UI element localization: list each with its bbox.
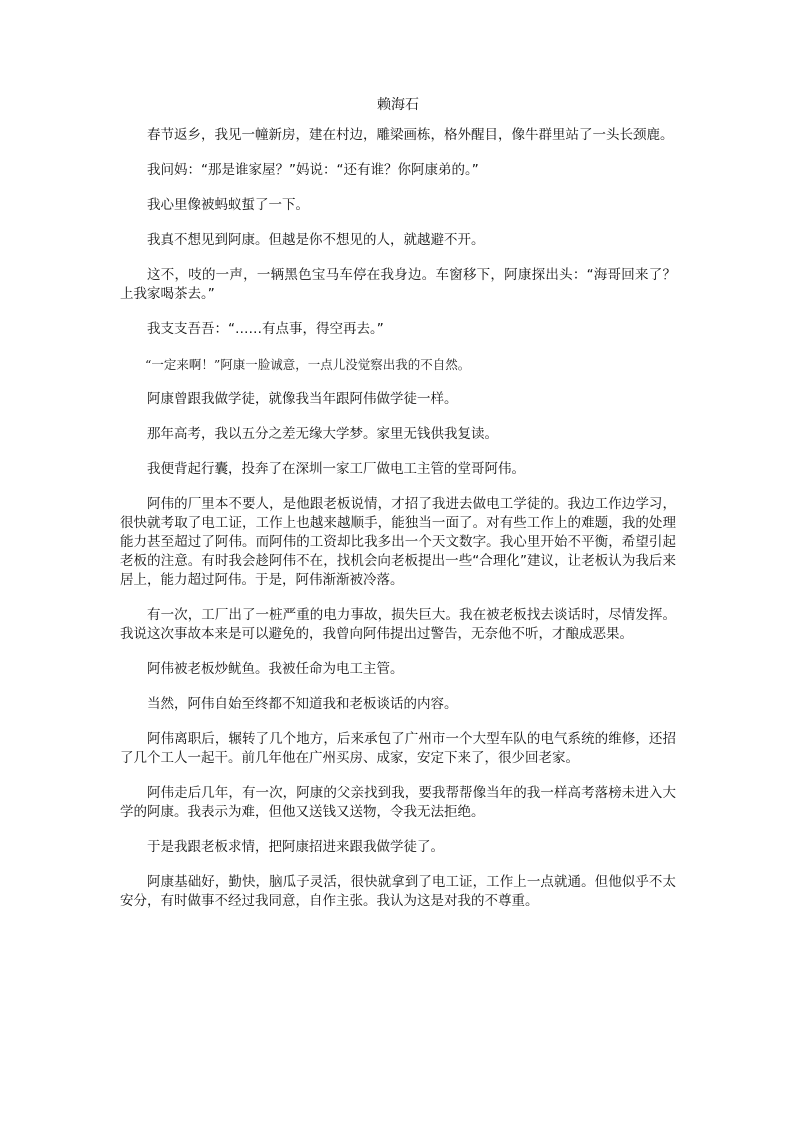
paragraph-12: 有一次，工厂出了一桩严重的电力事故，损失巨大。我在被老板找去谈话时，尽情发挥。我说这次事故本来是可以避免的，我曾向阿伟提出过警告，无奈他不听，才酿成恶果。 bbox=[120, 607, 676, 642]
paragraph-15: 阿伟离职后，辗转了几个地方，后来承包了广州市一个大型车队的电气系统的维修，还招了几个工人一起干。前几年他在广州买房、成家，安定下来了，很少回老家。 bbox=[120, 731, 676, 766]
paragraph-8: 阿康曾跟我做学徒，就像我当年跟阿伟做学徒一样。 bbox=[147, 391, 458, 407]
document-title: 赖海石 bbox=[377, 97, 419, 113]
paragraph-6: 我支支吾吾：“……有点事，得空再去。” bbox=[147, 321, 384, 337]
paragraph-1: 春节返乡，我见一幢新房，建在村边，雕梁画栋，格外醒目，像牛群里站了一头长颈鹿。 bbox=[147, 127, 674, 143]
paragraph-11: 阿伟的厂里本不要人，是他跟老板说情，才招了我进去做电工学徒的。我边工作边学习，很快就考取了电工证，工作上也越来越顺手，能独当一面了。对有些工作上的难题，我的处理能力甚至超过了阿伟。而阿伟的工资却比我多出一个天文数字。我心里开始不平衡，希望引起老板的注意。有时我会趁阿伟不在，找机会向老板提出一些“合理化”建议，让老板认为我后来居上，能力超过阿伟。于是，阿伟渐渐被冷落。 bbox=[120, 496, 676, 588]
paragraph-5: 这不，吱的一声，一辆黑色宝马车停在我身边。车窗移下，阿康探出头：“海哥回来了？上我家喝茶去。” bbox=[120, 267, 676, 302]
paragraph-16: 阿伟走后几年，有一次，阿康的父亲找到我，要我帮帮像当年的我一样高考落榜未进入大学的阿康。我表示为难，但他又送钱又送物，令我无法拒绝。 bbox=[120, 785, 676, 820]
paragraph-13: 阿伟被老板炒鱿鱼。我被任命为电工主管。 bbox=[147, 661, 404, 677]
paragraph-7: “一定来啊！”阿康一脸诚意，一点儿没觉察出我的不自然。 bbox=[145, 357, 471, 372]
paragraph-18: 阿康基础好，勤快，脑瓜子灵活，很快就拿到了电工证，工作上一点就通。但他似乎不太安分，有时做事不经过我同意，自作主张。我认为这是对我的不尊重。 bbox=[120, 874, 676, 909]
paragraph-17: 于是我跟老板求情，把阿康招进来跟我做学徒了。 bbox=[147, 839, 444, 855]
document-page bbox=[120, 96, 676, 927]
paragraph-10: 我便背起行囊，投奔了在深圳一家工厂做电工主管的堂哥阿伟。 bbox=[147, 461, 525, 477]
paragraph-4: 我真不想见到阿康。但越是你不想见的人，就越避不开。 bbox=[147, 232, 485, 248]
paragraph-14: 当然，阿伟自始至终都不知道我和老板谈话的内容。 bbox=[147, 696, 458, 712]
paragraph-2: 我问妈：“那是谁家屋？”妈说：“还有谁？你阿康弟的。” bbox=[147, 162, 479, 178]
paragraph-3: 我心里像被蚂蚁蜇了一下。 bbox=[147, 197, 309, 213]
paragraph-9: 那年高考，我以五分之差无缘大学梦。家里无钱供我复读。 bbox=[147, 426, 498, 442]
